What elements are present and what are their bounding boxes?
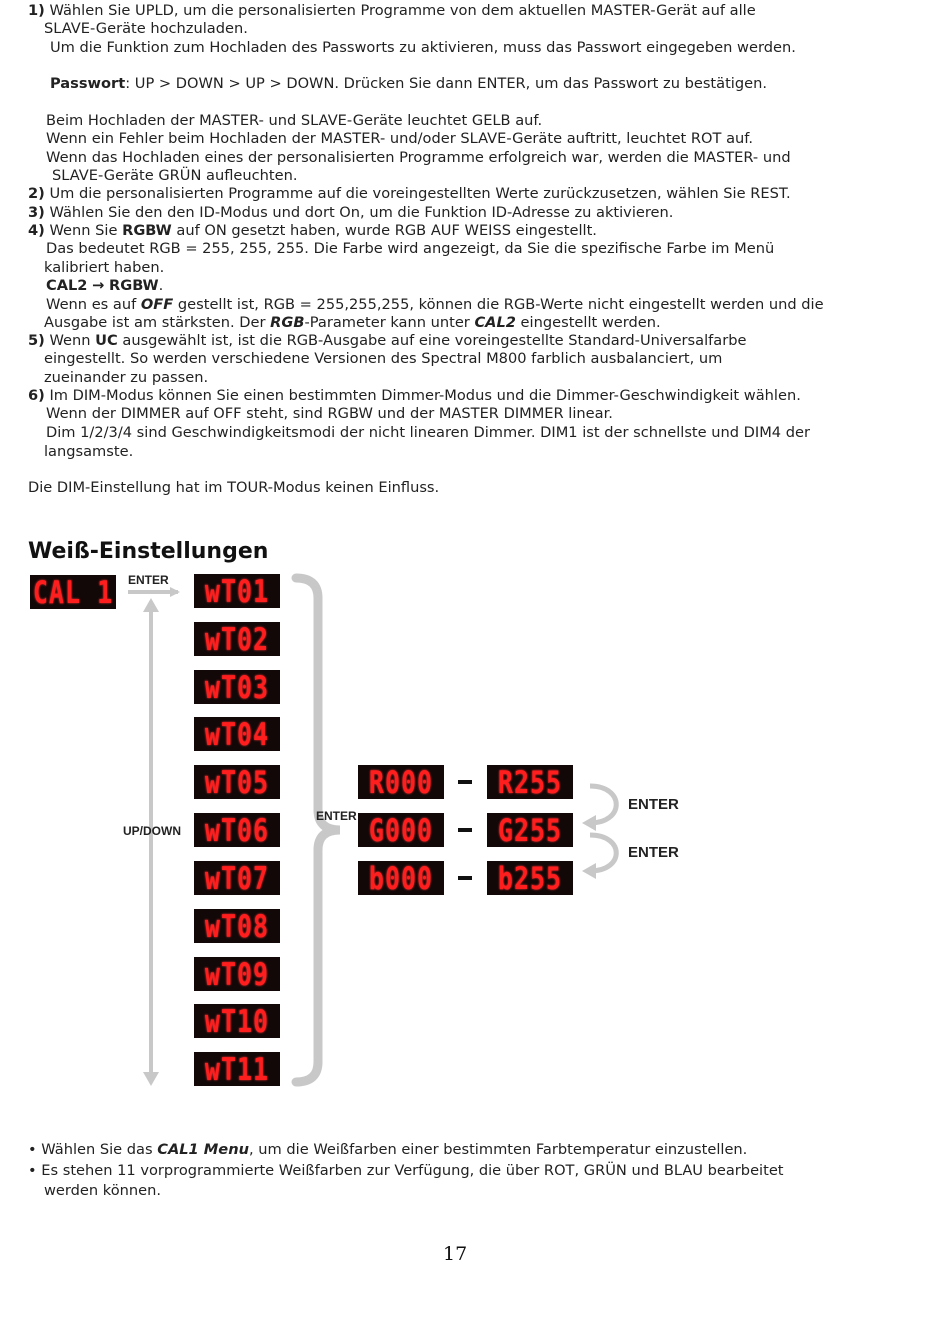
display-wt: [194, 622, 280, 656]
text-span: OFF: [140, 296, 174, 313]
list-number: 5): [28, 332, 45, 349]
display-text: wT10: [204, 1002, 270, 1040]
display-text: wT03: [204, 668, 270, 706]
enter-label: ENTER: [316, 809, 357, 823]
display-wt: [194, 574, 280, 608]
text-span: Um die personalisierten Programme auf die voreingestellten Werte zurückzusetzen, wählen Sie REST.: [44, 185, 791, 202]
list-number: 6): [28, 387, 45, 404]
text-span: Wenn Sie: [44, 222, 123, 239]
text-line: kalibriert haben.: [44, 259, 165, 276]
display-wt: [194, 813, 280, 847]
display-wt: [194, 670, 280, 704]
display-cal1: [30, 575, 116, 609]
text-span: Wählen Sie den den ID-Modus und dort On, um die Funktion ID-Adresse zu aktivieren.: [44, 204, 674, 221]
list-number: 1): [28, 2, 45, 19]
display-text: wT04: [204, 715, 270, 753]
text-span: Wählen Sie das: [41, 1141, 158, 1158]
dash-separator: [458, 828, 472, 832]
text-line: Das bedeutet RGB = 255, 255, 255. Die Farbe wird angezeigt, da Sie die spezifische Farbe im Menü: [46, 240, 775, 257]
text-span: .: [158, 277, 164, 294]
text-span: CAL2: [46, 277, 88, 294]
text-line: zueinander zu passen.: [44, 369, 209, 386]
display-text: b255: [497, 859, 563, 897]
display-green-min: [358, 813, 444, 847]
display-text: wT08: [204, 907, 270, 945]
bullet-item: [28, 1141, 747, 1159]
dash-separator: [458, 780, 472, 784]
text-span: RGBW: [122, 222, 172, 239]
display-text: wT06: [204, 811, 270, 849]
display-wt: [194, 861, 280, 895]
bullet-marker: •: [28, 1141, 37, 1158]
text-span: RGBW: [108, 277, 159, 294]
list-number: 4): [28, 222, 45, 239]
text-span: Wenn es auf: [46, 296, 141, 313]
enter-label: ENTER: [128, 573, 169, 587]
password-label: Passwort: [50, 75, 126, 92]
display-blue-min: [358, 861, 444, 895]
text-line: Wenn der DIMMER auf OFF steht, sind RGBW und der MASTER DIMMER linear.: [46, 405, 613, 422]
text-span: auf ON gesetzt haben, wurde RGB AUF WEISS eingestellt.: [171, 222, 597, 239]
text-span: CAL1 Menu: [157, 1141, 249, 1158]
text-span: gestellt ist, RGB = 255,255,255, können die RGB-Werte nicht eingestellt werden und die: [173, 296, 824, 313]
display-text: CAL 1: [32, 573, 114, 611]
list-number: 3): [28, 204, 45, 221]
dash-separator: [458, 876, 472, 880]
text-line: SLAVE-Geräte hochzuladen.: [44, 20, 248, 37]
display-wt: [194, 1004, 280, 1038]
text-line: Die DIM-Einstellung hat im TOUR-Modus keinen Einfluss.: [28, 479, 440, 496]
text-span: CAL2: [474, 314, 516, 331]
display-wt: [194, 765, 280, 799]
bullet-marker: •: [28, 1162, 37, 1179]
text-span: -Parameter kann unter: [304, 314, 475, 331]
arrow-right-icon: →: [92, 277, 105, 294]
display-text: R255: [497, 763, 563, 801]
display-wt: [194, 909, 280, 943]
text-span: ausgewählt ist, ist die RGB-Ausgabe auf eine voreingestellte Standard-Universalfarbe: [117, 332, 747, 349]
display-red-min: [358, 765, 444, 799]
display-text: G000: [368, 811, 434, 849]
display-red-max: [487, 765, 573, 799]
text-span: : UP > DOWN > UP > DOWN. Drücken Sie dann ENTER, um das Passwort zu bestätigen.: [125, 75, 767, 92]
text-span: Wenn: [44, 332, 96, 349]
display-wt: [194, 957, 280, 991]
text-span: Wählen Sie UPLD, um die personalisierten Programme von dem aktuellen MASTER-Gerät auf alle: [44, 2, 756, 19]
section-title: Weiß-Einstellungen: [28, 539, 269, 564]
text-line: SLAVE-Geräte GRÜN aufleuchten.: [52, 167, 298, 184]
updown-label: UP/DOWN: [123, 824, 181, 838]
display-text: wT01: [204, 572, 270, 610]
text-line: Wenn ein Fehler beim Hochladen der MASTER- und/oder SLAVE-Geräte auftritt, leuchtet ROT auf.: [46, 130, 753, 147]
text-line: Dim 1/2/3/4 sind Geschwindigkeitsmodi der nicht linearen Dimmer. DIM1 ist der schnellste und DIM4 der: [46, 424, 810, 441]
text-line: Wenn das Hochladen eines der personalisierten Programme erfolgreich war, werden die MASTER- und: [46, 149, 791, 166]
bullet-continuation: werden können.: [44, 1182, 162, 1199]
display-wt: [194, 717, 280, 751]
display-text: G255: [497, 811, 563, 849]
text-span: UC: [95, 332, 118, 349]
enter-label: ENTER: [628, 844, 679, 861]
display-text: wT11: [204, 1050, 270, 1088]
text-span: Im DIM-Modus können Sie einen bestimmten Dimmer-Modus und die Dimmer-Geschwindigkeit wählen.: [44, 387, 801, 404]
text-line: eingestellt. So werden verschiedene Versionen des Spectral M800 farblich ausbalanciert, um: [44, 350, 723, 367]
list-number: 2): [28, 185, 45, 202]
brace-icon: [296, 578, 340, 1082]
bullet-item: [28, 1162, 784, 1180]
display-text: R000: [368, 763, 434, 801]
display-text: wT02: [204, 620, 270, 658]
display-text: wT07: [204, 859, 270, 897]
page-number: 17: [443, 1243, 468, 1265]
text-span: Ausgabe ist am stärksten. Der: [44, 314, 271, 331]
display-blue-max: [487, 861, 573, 895]
text-span: Es stehen 11 vorprogrammierte Weißfarben zur Verfügung, die über ROT, GRÜN und BLAU bearbeitet: [41, 1162, 784, 1179]
display-wt: [194, 1052, 280, 1086]
text-span: , um die Weißfarben einer bestimmten Farbtemperatur einzustellen.: [249, 1141, 748, 1158]
text-line: langsamste.: [44, 443, 134, 460]
enter-label: ENTER: [628, 796, 679, 813]
text-line: Um die Funktion zum Hochladen des Passworts zu aktivieren, muss das Passwort eingegeben werden.: [50, 39, 796, 56]
text-span: RGB: [270, 314, 305, 331]
display-green-max: [487, 813, 573, 847]
text-line: Beim Hochladen der MASTER- und SLAVE-Geräte leuchtet GELB auf.: [46, 112, 543, 129]
text-span: eingestellt werden.: [515, 314, 661, 331]
display-text: wT09: [204, 955, 270, 993]
display-text: b000: [368, 859, 434, 897]
display-text: wT05: [204, 763, 270, 801]
